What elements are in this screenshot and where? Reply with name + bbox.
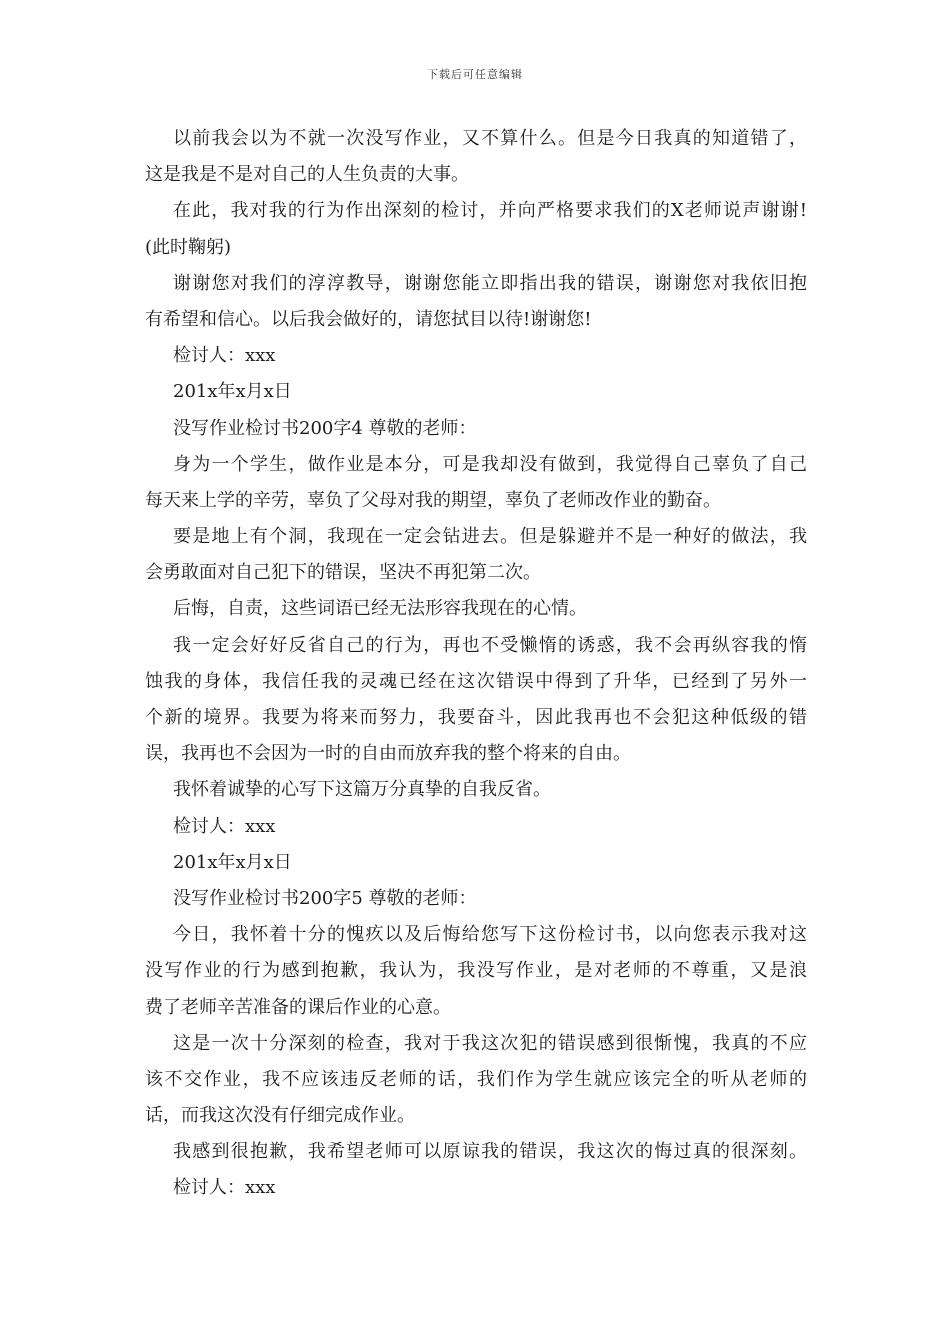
text-line: 没写作业的行为感到抱歉，我认为，我没写作业，是对老师的不尊重，又是浪 (145, 960, 807, 982)
text-line: 谢谢您对我们的淳淳教导，谢谢您能立即指出我的错误，谢谢您对我依旧抱 (173, 272, 807, 294)
text-line: 201x年x月x日 (173, 381, 292, 403)
text-line: 会勇敢面对自己犯下的错误，坚决不再犯第二次。 (145, 562, 541, 584)
text-line: 今日，我怀着十分的愧疚以及后悔给您写下这份检讨书，以向您表示我对这 (173, 924, 807, 946)
text-line: 没写作业检讨书200字4 尊敬的老师： (173, 417, 477, 439)
text-line: 检讨人：xxx (173, 345, 276, 367)
text-line: 在此，我对我的行为作出深刻的检讨，并向严格要求我们的X老师说声谢谢! (173, 200, 807, 222)
text-line: 个新的境界。我要为将来而努力，我要奋斗，因此我再也不会犯这种低级的错 (145, 707, 807, 728)
text-line: 有希望和信心。以后我会做好的，请您拭目以待!谢谢您! (145, 308, 592, 330)
text-line: 误，我再也不会因为一时的自由而放弃我的整个将来的自由。 (145, 743, 631, 765)
text-line: 身为一个学生，做作业是本分，可是我却没有做到，我觉得自己辜负了自己 (173, 453, 807, 475)
text-line: 该不交作业，我不应该违反老师的话，我们作为学生就应该完全的听从老师的 (145, 1068, 807, 1090)
page-header: 下载后可任意编辑 (427, 68, 523, 81)
text-line: 我怀着诚挚的心写下这篇万分真挚的自我反省。 (173, 779, 551, 801)
text-line: 我一定会好好反省自己的行为，再也不受懒惰的诱惑，我不会再纵容我的惰 (173, 634, 807, 656)
text-line: 检讨人：xxx (173, 815, 276, 837)
text-line: 每天来上学的辛劳，辜负了父母对我的期望，辜负了老师改作业的勤奋。 (145, 489, 721, 511)
text-line: 这是一次十分深刻的检查，我对于我这次犯的错误感到很惭愧，我真的不应 (173, 1032, 807, 1054)
text-line: (此时鞠躬) (145, 236, 232, 258)
text-line: 话，而我这次没有仔细完成作业。 (145, 1105, 415, 1127)
text-line: 没写作业检讨书200字5 尊敬的老师： (173, 887, 477, 909)
text-line: 蚀我的身体，我信任我的灵魂已经在这次错误中得到了升华，已经到了另外一 (145, 670, 807, 692)
text-line: 后悔，自责，这些词语已经无法形容我现在的心情。 (173, 598, 587, 620)
text-line: 以前我会以为不就一次没写作业，又不算什么。但是今日我真的知道错了， (173, 128, 807, 149)
text-line: 费了老师辛苦准备的课后作业的心意。 (145, 996, 451, 1018)
text-line: 检讨人：xxx (173, 1177, 276, 1199)
text-line: 201x年x月x日 (173, 851, 292, 873)
text-line: 我感到很抱歉，我希望老师可以原谅我的错误，我这次的悔过真的很深刻。 (173, 1141, 807, 1163)
document-body (145, 121, 807, 1207)
text-line: 这是我是不是对自己的人生负责的大事。 (145, 164, 469, 186)
text-line: 要是地上有个洞，我现在一定会钻进去。但是躲避并不是一种好的做法，我 (173, 526, 807, 548)
